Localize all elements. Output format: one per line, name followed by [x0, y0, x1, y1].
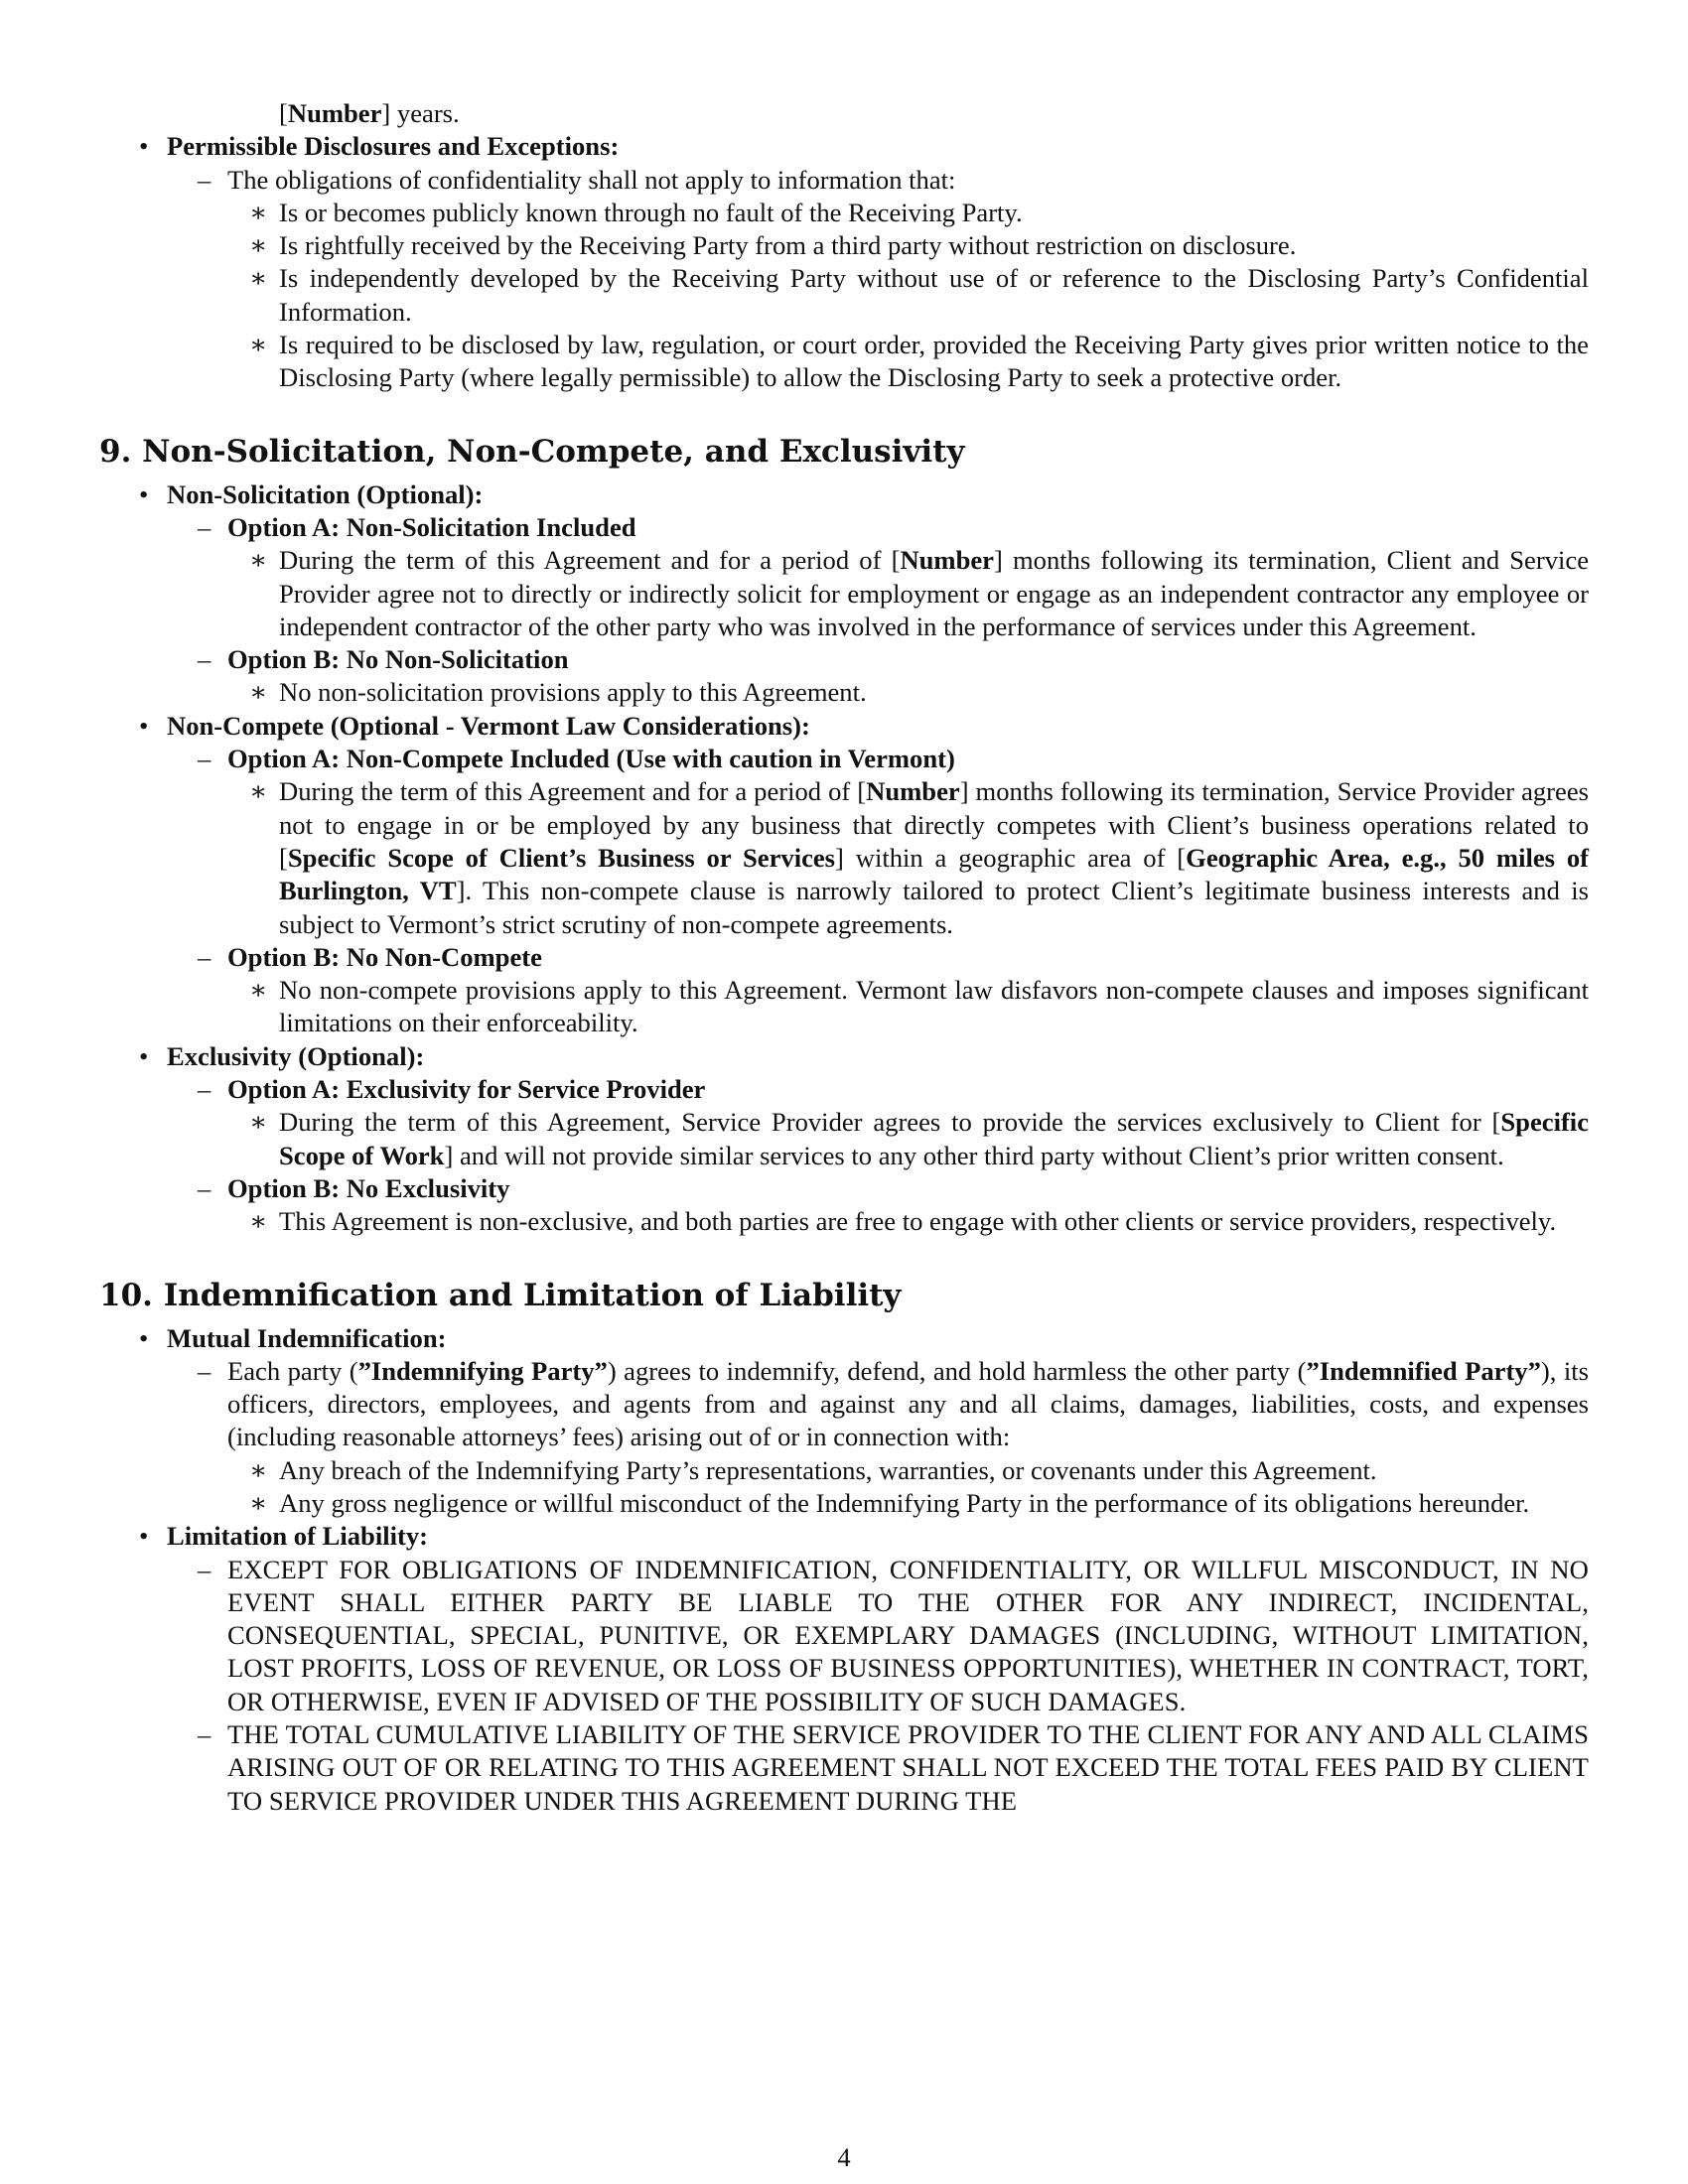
bullet-item-mutual-indemnification: [139, 1322, 1589, 1355]
bullet-marker: •: [139, 1521, 149, 1552]
bullet-item-limitation-of-liability: [139, 1520, 1589, 1553]
bullet-item-non-solicitation: [139, 478, 1589, 511]
section-heading-9: [99, 432, 1589, 472]
star-item: ∗ Any gross negligence or willful misconduct of the Indemnifying Party in the performance of its obligations hereunder.: [279, 1487, 1589, 1520]
dash-marker: –: [198, 744, 211, 774]
dash-marker: –: [198, 1719, 211, 1750]
bullet-heading: Permissible Disclosures and Exceptions:: [167, 131, 620, 162]
section-number: 10.: [99, 1277, 153, 1313]
page-number: 4: [837, 2142, 851, 2172]
star-item: ∗ This Agreement is non-exclusive, and both parties are free to engage with other clients or service providers, respectively.: [279, 1205, 1589, 1238]
bullet-item-permissible-disclosures: [139, 130, 1589, 163]
dash-item: – Each party (”Indemnifying Party”) agrees to indemnify, defend, and hold harmless the other party (”Indemnified Party”), its officers, directors, employees, and agents from and against any and all claims, damages, liabilities, costs, and expenses (including reasonable attorneys’ fees) arising out of or in connection with:: [198, 1355, 1589, 1452]
star-marker: ∗: [249, 330, 268, 360]
bullet-marker: •: [139, 131, 149, 162]
star-marker: ∗: [249, 1107, 268, 1138]
option-heading: – Option B: No Non-Compete: [227, 941, 1589, 974]
bullet-heading: Non-Compete (Optional - Vermont Law Considerations):: [167, 710, 810, 741]
star-marker: ∗: [249, 975, 268, 1006]
bullet-marker: •: [139, 1040, 149, 1071]
dash-marker: –: [198, 644, 211, 675]
star-item: ∗ Is required to be disclosed by law, regulation, or court order, provided the Receiving Party gives prior written notice to the Disclosing Party (where legally permissible) to allow the Disclosing Party to seek a protective order.: [249, 330, 1589, 393]
section-number: 9.: [99, 433, 132, 470]
star-marker: ∗: [249, 1454, 268, 1485]
bullet-heading: Limitation of Liability:: [167, 1521, 428, 1552]
option-heading: – Option A: Non-Solicitation Included: [227, 511, 1589, 544]
dash-marker: –: [198, 1172, 211, 1203]
dash-marker: –: [198, 1355, 211, 1386]
dash-item: – EXCEPT FOR OBLIGATIONS OF INDEMNIFICATION, CONFIDENTIALITY, OR WILLFUL MISCONDUCT, IN NO EVENT SHALL EITHER PARTY BE LIABLE TO THE OTHER FOR ANY INDIRECT, INCIDENTAL, CONSEQUENTIAL, SPECIAL, PUNITIVE, OR EXEMPLARY DAMAGES (INCLUDING, WITHOUT LIMITATION, LOST PROFITS, LOSS OF REVENUE, OR LOSS OF BUSINESS OPPORTUNITIES), WHETHER IN CONTRACT, TORT, OR OTHERWISE, EVEN IF ADVISED OF THE POSSIBILITY OF SUCH DAMAGES.: [198, 1554, 1589, 1716]
star-item: ∗ No non-compete provisions apply to this Agreement. Vermont law disfavors non-compete clauses and imposes significant limitations on their enforceability.: [249, 975, 1589, 1038]
star-marker: ∗: [249, 1487, 268, 1518]
dash-marker: –: [198, 941, 211, 972]
star-item: ∗ Is independently developed by the Receiving Party without use of or reference to the Disclosing Party’s Confidential Information.: [249, 263, 1589, 327]
bullet-heading: Exclusivity (Optional):: [167, 1040, 425, 1071]
star-item: ∗ During the term of this Agreement and for a period of [Number] months following its termination, Client and Service Provider agree not to directly or indirectly solicit for employment or engage as an independent contractor any employee or independent contractor of the other party who was involved in the performance of services under this Agreement.: [249, 545, 1590, 641]
bullet-marker: •: [139, 478, 149, 509]
dash-marker: –: [198, 1074, 211, 1105]
bullet-heading: Mutual Indemnification:: [167, 1322, 447, 1353]
star-marker: ∗: [249, 545, 268, 576]
star-item: ∗ During the term of this Agreement, Service Provider agrees to provide the services exclusively to Client for [Specific Scope of Work] and will not provide similar services to any other third party without Client’s prior written consent.: [249, 1107, 1589, 1170]
dash-marker: –: [198, 1554, 211, 1584]
star-item: ∗ Is rightfully received by the Receiving Party from a third party without restriction on disclosure.: [279, 229, 1589, 262]
star-item: ∗ Is or becomes publicly known through no fault of the Receiving Party.: [279, 197, 1589, 229]
bullet-item-non-compete: [139, 710, 1589, 743]
star-marker: ∗: [249, 677, 268, 708]
star-item: ∗ No non-solicitation provisions apply to this Agreement.: [279, 676, 1589, 709]
bullet-marker: •: [139, 1322, 149, 1353]
section-title: Indemnification and Limitation of Liability: [163, 1277, 902, 1313]
document-body: [99, 97, 1589, 1818]
option-heading: – Option A: Non-Compete Included (Use with caution in Vermont): [227, 743, 1589, 775]
star-marker: ∗: [249, 1206, 268, 1237]
option-heading: – Option A: Exclusivity for Service Provider: [227, 1073, 1589, 1106]
star-item: ∗ During the term of this Agreement and for a period of [Number] months following its termination, Service Provider agrees not to engage in or be employed by any business that directly competes with Client’s business operations related to [Specific Scope of Client’s Business or Services] within a geographic area of [Geographic Area, e.g., 50 miles of Burlington, VT]. This non-compete clause is narrowly tailored to protect Client’s legitimate business interests and is subject to Vermont’s strict scrutiny of non-compete agreements.: [249, 776, 1590, 939]
bullet-heading: Non-Solicitation (Optional):: [167, 478, 484, 509]
dash-item: – THE TOTAL CUMULATIVE LIABILITY OF THE SERVICE PROVIDER TO THE CLIENT FOR ANY AND ALL CLAIMS ARISING OUT OF OR RELATING TO THIS AGREEMENT SHALL NOT EXCEED THE TOTAL FEES PAID BY CLIENT TO SERVICE PROVIDER UNDER THIS AGREEMENT DURING THE: [198, 1719, 1589, 1816]
dash-marker: –: [198, 164, 211, 195]
option-heading: – Option B: No Non-Solicitation: [227, 643, 1589, 676]
star-marker: ∗: [249, 230, 268, 261]
bullet-marker: •: [139, 710, 149, 741]
option-heading: – Option B: No Exclusivity: [227, 1172, 1589, 1205]
section-heading-10: [99, 1276, 1589, 1315]
star-marker: ∗: [249, 263, 268, 294]
section-title: Non-Solicitation, Non-Compete, and Exclusivity: [142, 433, 965, 470]
dash-item: – The obligations of confidentiality shall not apply to information that:: [227, 164, 1589, 197]
continued-text: [Number] years.: [279, 98, 460, 128]
star-marker: ∗: [249, 197, 268, 227]
dash-marker: –: [198, 511, 211, 542]
star-marker: ∗: [249, 776, 268, 807]
bullet-item-exclusivity: [139, 1040, 1589, 1073]
star-item: ∗ Any breach of the Indemnifying Party’s representations, warranties, or covenants under this Agreement.: [279, 1454, 1589, 1487]
